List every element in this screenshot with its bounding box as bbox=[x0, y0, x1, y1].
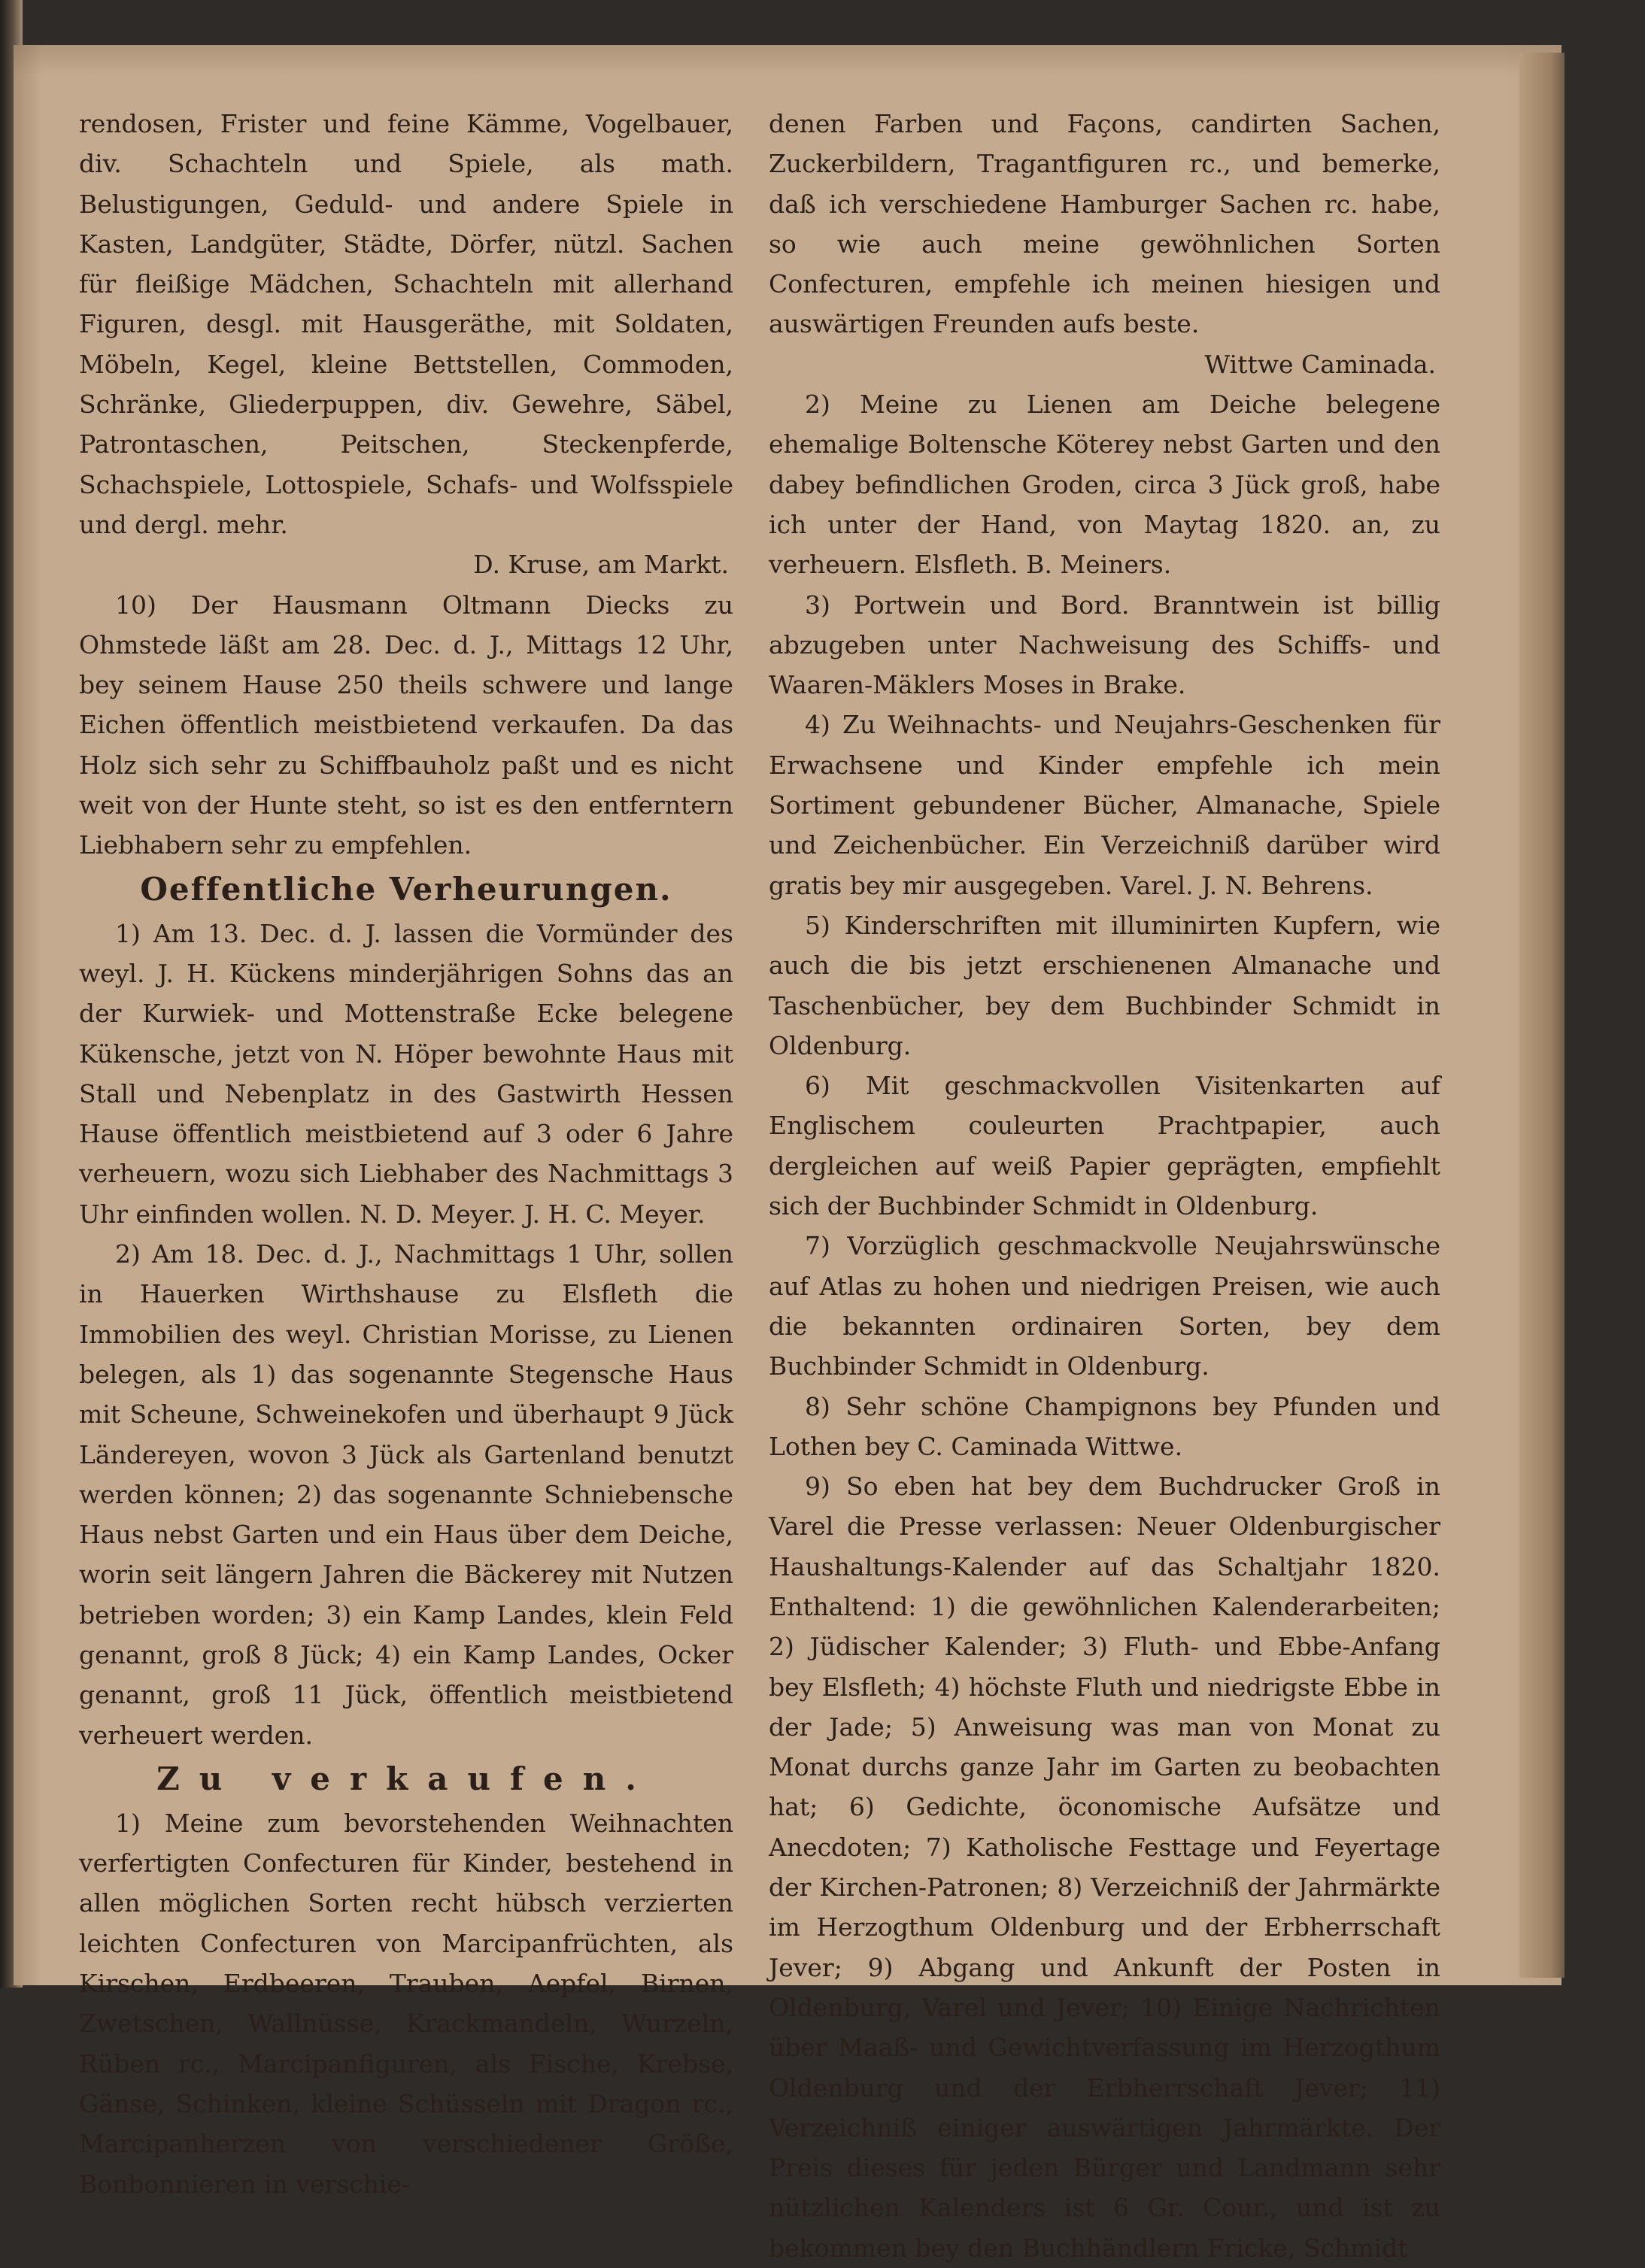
notice-lease-kueckens-house: 1) Am 13. Dec. d. J. lassen die Vormünder des weyl. J. H. Kückens minderjährigen Sohns das an der Kurwiek- und Mottenstraße Ecke belegene Kükensche, jetzt von N. Höper bewohnte Haus mit Stall und Nebenplatz in des Gastwirth Hessen Hause öffentlich meistbietend auf 3 oder 6 Jahre verheuern, wozu sich Liebhaber des Nachmittags 3 Uhr einfinden wollen. N. D. Meyer. J. H. C. Meyer. bbox=[79, 918, 733, 1229]
notice-childrens-books: 5) Kinderschriften mit illuminirten Kupfern, wie auch die bis jetzt erschienenen Almanache und Taschenbücher, bey dem Buchbinder Schmidt in Oldenburg. bbox=[769, 910, 1440, 1060]
right-column bbox=[769, 104, 1440, 2268]
notice-lease-morisse-property: 2) Am 18. Dec. d. J., Nachmittags 1 Uhr, sollen in Hauerken Wirthshause zu Elsfleth die Immobilien des weyl. Christian Morisse, zu Lienen belegen, als 1) das sogenannte Stegensche Haus mit Scheune, Schweinekofen und überhaupt 9 Jück Ländereyen, wovon 3 Jück als Gartenland benutzt werden können; 2) das sogenannte Schniebensche Haus nebst Garten und ein Haus über dem Deiche, worin seit längern Jahren die Bäckerey mit Nutzen betrieben worden; 3) ein Kamp Landes, klein Feld genannt, groß 8 Jück; 4) ein Kamp Landes, Ocker genannt, groß 11 Jück, öffentlich meistbietend verheuert werden. bbox=[79, 1239, 733, 1750]
notice-confectionery: 1) Meine zum bevorstehenden Weihnachten verfertigten Confecturen für Kinder, bestehend in allen möglichen Sorten recht hübsch verzierten leichten Confecturen von Marcipanfrüchten, als Kirschen, Erdbeeren, Trauben, Aepfel, Birnen, Zwetschen, Wallnüsse, Krackmandeln, Wurzeln, Rüben rc., Marcipanfiguren, als Fische, Krebse, Gänse, Schinken, kleine Schüsseln mit Dragon rc., Marcipanherzen von verschiedener Größe, Bonbonnieren in verschie- bbox=[79, 1808, 733, 2199]
signature-caminada: Wittwe Caminada. bbox=[1204, 349, 1436, 379]
signature-kruse: D. Kruse, am Markt. bbox=[473, 550, 729, 580]
notice-portwein: 3) Portwein und Bord. Branntwein ist billig abzugeben unter Nachweisung des Schiffs- und Waaren-Mäklers Moses in Brake. bbox=[769, 590, 1440, 700]
section-heading-for-sale: Zu verkaufen. bbox=[156, 1760, 656, 1797]
notice-champignons: 8) Sehr schöne Champignons bey Pfunden und Lothen bey C. Caminada Wittwe. bbox=[769, 1391, 1440, 1461]
notice-boltensche-koeterey: 2) Meine zu Lienen am Deiche belegene ehemalige Boltensche Köterey nebst Garten und den dabey befindlichen Groden, circa 3 Jück groß, habe ich unter der Hand, von Maytag 1820. an, zu verheuern. Elsfleth. B. Meiners. bbox=[769, 390, 1440, 580]
notice-oak-sale: 10) Der Hausmann Oltmann Diecks zu Ohmstede läßt am 28. Dec. d. J., Mittags 12 Uhr, bey seinem Hause 250 theils schwere und lange Eichen öffentlich meistbietend verkaufen. Da das Holz sich sehr zu Schiffbauholz paßt und es nicht weit von der Hunte steht, so ist es den entferntern Liebhabern sehr zu empfehlen. bbox=[79, 590, 733, 860]
toy-listing-continuation: rendosen, Frister und feine Kämme, Vogelbauer, div. Schachteln und Spiele, als math. Belustigungen, Geduld- und andere Spiele in Kasten, Landgüter, Städte, Dörfer, nützl. Sachen für fleißige Mädchen, Schachteln mit allerhand Figuren, desgl. mit Hausgeräthe, mit Soldaten, Möbeln, Kegel, kleine Bettstellen, Commoden, Schränke, Gliederpuppen, div. Gewehre, Säbel, Patrontaschen, Peitschen, Steckenpferde, Schachspiele, Lottospiele, Schafs- und Wolfsspiele und dergl. mehr. bbox=[79, 109, 733, 539]
left-column bbox=[79, 104, 733, 2204]
notice-new-year-wishes: 7) Vorzüglich geschmackvolle Neujahrswünsche auf Atlas zu hohen und niedrigen Preisen, wie auch die bekannten ordinairen Sorten, bey dem Buchbinder Schmidt in Oldenburg. bbox=[769, 1231, 1440, 1381]
notice-christmas-books: 4) Zu Weihnachts- und Neujahrs-Geschenken für Erwachsene und Kinder empfehle ich mein Sortiment gebundener Bücher, Almanache, Spiele und Zeichenbücher. Ein Verzeichniß darüber wird gratis bey mir ausgegeben. Varel. J. N. Behrens. bbox=[769, 710, 1440, 900]
section-heading-leases: Oeffentliche Verheurungen. bbox=[140, 870, 672, 908]
notice-visiting-cards: 6) Mit geschmackvollen Visitenkarten auf Englischem couleurten Prachtpapier, auch dergleichen auf weiß Papier geprägten, empfiehlt sich der Buchbinder Schmidt in Oldenburg. bbox=[769, 1071, 1440, 1221]
page-edge-shadow bbox=[1519, 53, 1565, 1978]
notice-household-calendar: 9) So eben hat bey dem Buchdrucker Groß in Varel die Presse verlassen: Neuer Oldenburgischer Haushaltungs-Kalender auf das Schaltjahr 1820. Enthaltend: 1) die gewöhnlichen Kalenderarbeiten; 2) Jüdischer Kalender; 3) Fluth- und Ebbe-Anfang bey Elsfleth; 4) höchste Fluth und niedrigste Ebbe in der Jade; 5) Anweisung was man von Monat zu Monat durchs ganze Jahr im Garten zu beobachten hat; 6) Gedichte, öconomische Aufsätze und Anecdoten; 7) Katholische Festtage und Feyertage der Kirchen-Patronen; 8) Verzeichniß der Jahrmärkte im Herzogthum Oldenburg und der Erbherrschaft Jever; 9) Abgang und Ankunft der Posten in Oldenburg, Varel und Jever; 10) Einige Nachrichten über Maaß- und Gewichtverfassung im Herzogthum Oldenburg und der Erbherrschaft Jever; 11) Verzeichniß einiger auswärtigen Jahrmärkte. Der Preis dieses für jeden Bürger und Landmann sehr nützlichen Kalenders ist 6 Gr. Cour., und ist zu bekommen bey den Buchhändlern Fricke, Schmidt bbox=[769, 1472, 1440, 2263]
confectionery-continuation: denen Farben und Façons, candirten Sachen, Zuckerbildern, Tragantfiguren rc., und bemerke, daß ich verschiedene Hamburger Sachen rc. habe, so wie auch meine gewöhnlichen Sorten Confecturen, empfehle ich meinen hiesigen und auswärtigen Freunden aufs beste. bbox=[769, 109, 1440, 339]
